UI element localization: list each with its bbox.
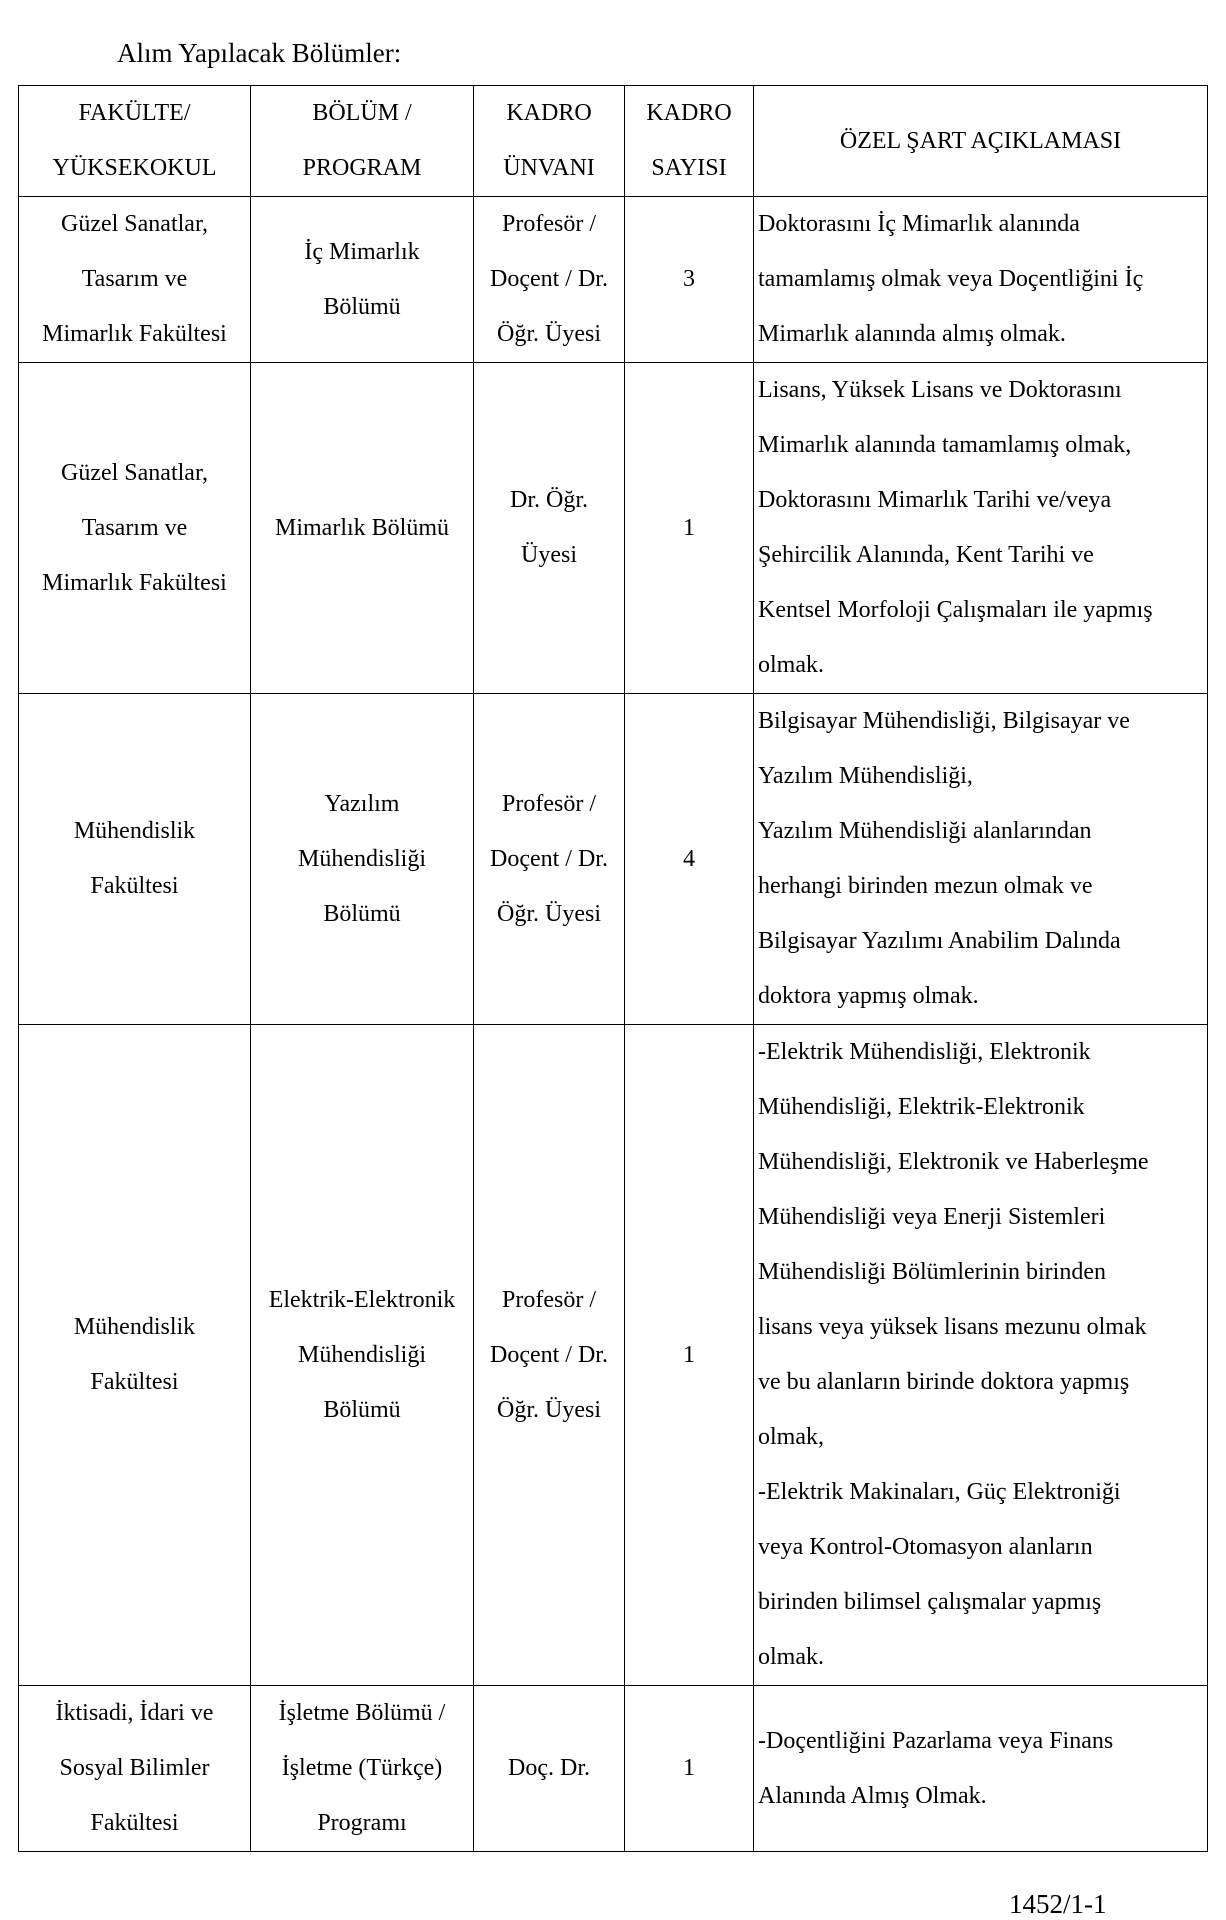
text-line: Mimarlık Fakültesi	[42, 321, 227, 347]
cell-position-title	[474, 1686, 625, 1852]
text-line: Mühendisliği veya Enerji Sistemleri	[758, 1204, 1106, 1230]
text-line: Mühendisliği	[297, 1341, 426, 1368]
text-line: veya Kontrol-Otomasyon alanların	[758, 1534, 1093, 1560]
text-line: Elektrik-Elektronik	[268, 1286, 456, 1313]
page-number: 1452/1-1	[1009, 1889, 1107, 1919]
cell-position-title	[474, 1025, 625, 1686]
cell-faculty	[19, 694, 251, 1025]
text-line: Doç. Dr.	[508, 1755, 590, 1781]
text-line: -Elektrik Mühendisliği, Elektronik	[758, 1039, 1091, 1065]
cell-department	[251, 694, 474, 1025]
text-line: -Doçentliğini Pazarlama veya Finans	[758, 1727, 1114, 1754]
text-line: Tasarım ve	[81, 514, 188, 541]
text-line: Profesör /	[502, 1286, 596, 1313]
cell-department	[251, 1686, 474, 1852]
text-line: Doçent / Dr.	[490, 266, 608, 292]
text-line: Sosyal Bilimler	[59, 1755, 210, 1781]
text-line: Öğr. Üyesi	[497, 321, 601, 347]
text-line: İşletme (Türkçe)	[281, 1755, 443, 1781]
header-position-count	[625, 86, 754, 197]
table-row	[19, 1686, 1208, 1852]
text-line: Doktorasını Mimarlık Tarihi ve/veya	[758, 487, 1112, 513]
text-line: Kentsel Morfoloji Çalışmaları ile yapmış	[758, 597, 1153, 623]
text-line: İktisadi, İdari ve	[55, 1700, 214, 1726]
text-line: Fakültesi	[90, 1810, 179, 1836]
text-line: Güzel Sanatlar,	[61, 211, 208, 237]
header-faculty	[19, 86, 251, 197]
text-line: Mühendisliği	[297, 845, 426, 872]
cell-position-title	[474, 694, 625, 1025]
text-line: Şehircilik Alanında, Kent Tarihi ve	[758, 542, 1094, 568]
text-line: herhangi birinden mezun olmak ve	[758, 873, 1093, 899]
text-line: Programı	[317, 1810, 407, 1836]
text-line: ÜNVANI	[503, 155, 595, 181]
cell-position-count: 3	[625, 197, 754, 363]
cell-position-count: 1	[625, 363, 754, 694]
text-line: Bölümü	[323, 293, 401, 320]
text-line: olmak,	[758, 1424, 824, 1450]
text-line: olmak.	[758, 652, 824, 678]
header-department	[251, 86, 474, 197]
text-line: Mühendislik	[73, 818, 196, 844]
cell-position-title	[474, 197, 625, 363]
text-line: lisans veya yüksek lisans mezunu olmak	[758, 1314, 1147, 1340]
table-header-row	[19, 86, 1208, 197]
text-line: ÖZEL ŞART AÇIKLAMASI	[839, 127, 1122, 154]
text-line: KADRO	[646, 100, 732, 126]
text-line: Yazılım	[324, 790, 400, 817]
cell-position-count: 1	[625, 1025, 754, 1686]
text-line: Mimarlık Bölümü	[275, 514, 449, 541]
text-line: Bilgisayar Yazılımı Anabilim Dalında	[758, 928, 1121, 954]
text-line: Profesör /	[502, 211, 596, 237]
text-line: Öğr. Üyesi	[497, 900, 601, 927]
text-line: Doçent / Dr.	[490, 845, 608, 872]
text-line: tamamlamış olmak veya Doçentliğini İç	[758, 266, 1144, 292]
text-line: Mimarlık alanında almış olmak.	[758, 321, 1066, 347]
cell-position-count: 1	[625, 1686, 754, 1852]
text-line: olmak.	[758, 1644, 824, 1670]
text-line: Mühendislik	[73, 1314, 196, 1340]
text-line: Güzel Sanatlar,	[61, 459, 208, 486]
cell-special-requirement	[754, 1686, 1208, 1852]
text-line: -Elektrik Makinaları, Güç Elektroniği	[758, 1479, 1121, 1505]
cell-special-requirement	[754, 1025, 1208, 1686]
cell-faculty	[19, 1686, 251, 1852]
cell-special-requirement	[754, 694, 1208, 1025]
text-line: Fakültesi	[90, 1369, 179, 1395]
cell-special-requirement	[754, 197, 1208, 363]
cell-faculty	[19, 197, 251, 363]
text-line: Bölümü	[323, 1396, 401, 1423]
text-line: Fakültesi	[90, 873, 179, 899]
text-line: KADRO	[506, 100, 592, 126]
cell-faculty	[19, 1025, 251, 1686]
text-line: SAYISI	[651, 155, 727, 181]
cell-department	[251, 197, 474, 363]
text-line: Üyesi	[521, 542, 577, 568]
text-line: Dr. Öğr.	[510, 487, 588, 513]
table-row	[19, 363, 1208, 694]
table-row	[19, 197, 1208, 363]
text-line: Tasarım ve	[81, 266, 188, 292]
text-line: PROGRAM	[302, 155, 422, 181]
text-line: birinden bilimsel çalışmalar yapmış	[758, 1589, 1102, 1615]
cell-department	[251, 1025, 474, 1686]
text-line: Mühendisliği, Elektrik-Elektronik	[758, 1094, 1085, 1120]
text-line: Yazılım Mühendisliği alanlarından	[758, 818, 1092, 844]
text-line: Profesör /	[502, 790, 596, 817]
text-line: Alanında Almış Olmak.	[758, 1782, 987, 1809]
cell-department	[251, 363, 474, 694]
text-line: Yazılım Mühendisliği,	[758, 763, 973, 789]
table-row	[19, 1025, 1208, 1686]
text-line: Mimarlık Fakültesi	[42, 569, 227, 596]
header-position-title	[474, 86, 625, 197]
text-line: İç Mimarlık	[304, 238, 420, 265]
text-line: Mühendisliği, Elektronik ve Haberleşme	[758, 1149, 1149, 1175]
cell-special-requirement	[754, 363, 1208, 694]
cell-position-title	[474, 363, 625, 694]
text-line: Doçent / Dr.	[490, 1341, 608, 1368]
text-line: FAKÜLTE/	[78, 100, 191, 126]
cell-position-count: 4	[625, 694, 754, 1025]
text-line: Bölümü	[323, 900, 401, 927]
header-special-requirement	[754, 86, 1208, 197]
text-line: BÖLÜM /	[312, 100, 412, 126]
text-line: Mimarlık alanında tamamlamış olmak,	[758, 432, 1132, 458]
text-line: Bilgisayar Mühendisliği, Bilgisayar ve	[758, 708, 1130, 734]
text-line: doktora yapmış olmak.	[758, 983, 979, 1009]
text-line: Lisans, Yüksek Lisans ve Doktorasını	[758, 377, 1122, 403]
table-row	[19, 694, 1208, 1025]
cell-faculty	[19, 363, 251, 694]
text-line: İşletme Bölümü /	[278, 1700, 446, 1726]
text-line: ve bu alanların birinde doktora yapmış	[758, 1369, 1130, 1395]
text-line: Mühendisliği Bölümlerinin birinden	[758, 1259, 1106, 1285]
document-title: Alım Yapılacak Bölümler:	[117, 38, 402, 68]
text-line: YÜKSEKOKUL	[52, 155, 217, 181]
text-line: Öğr. Üyesi	[497, 1396, 601, 1423]
text-line: Doktorasını İç Mimarlık alanında	[758, 211, 1080, 237]
positions-table	[18, 85, 1208, 1852]
